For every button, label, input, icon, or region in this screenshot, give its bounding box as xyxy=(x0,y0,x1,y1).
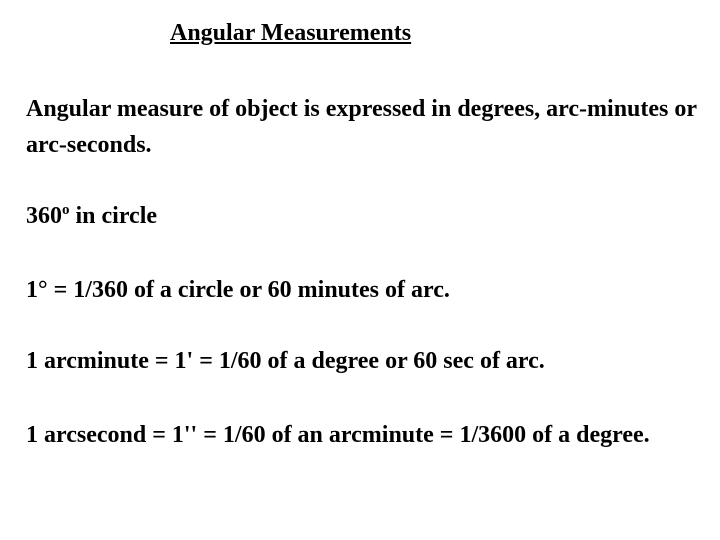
circle-degrees-text: in circle xyxy=(69,203,158,229)
paragraph-arcsecond: 1 arcsecond = 1'' = 1/60 of an arcminute = 1/3600 of a degree. xyxy=(26,422,650,448)
paragraph-angular-measure: Angular measure of object is expressed in degrees, arc-minutes or arc-seconds. xyxy=(26,96,697,158)
paragraph-circle-degrees xyxy=(26,198,706,234)
slide-title: Angular Measurements xyxy=(170,20,412,46)
paragraph-one-degree: 1° = 1/360 of a circle or 60 minutes of arc. xyxy=(26,277,450,303)
degree-superscript: o xyxy=(62,202,70,218)
circle-degrees-number: 360 xyxy=(26,203,62,229)
paragraph-arcminute: 1 arcminute = 1' = 1/60 of a degree or 60 sec of arc. xyxy=(26,348,545,374)
